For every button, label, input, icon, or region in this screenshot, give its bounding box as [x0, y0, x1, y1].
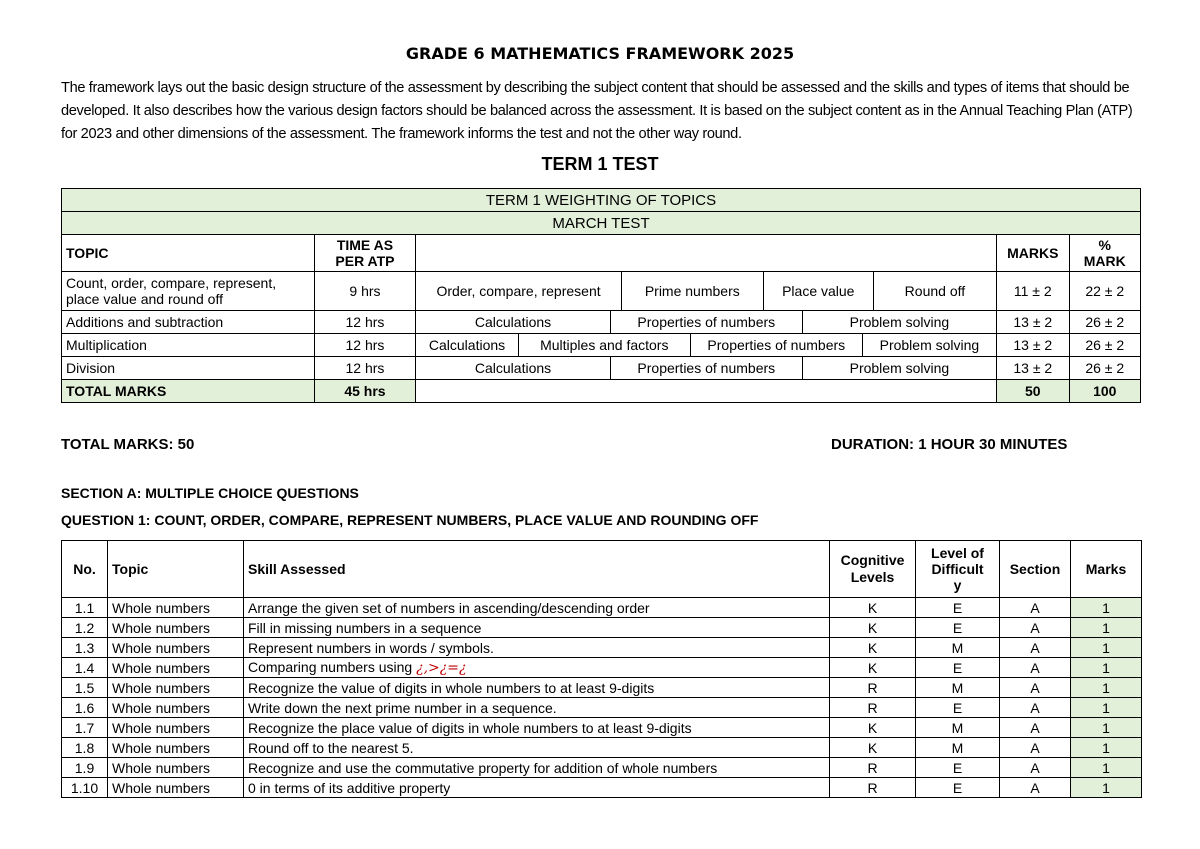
total-marks-label: TOTAL MARKS: 50: [61, 436, 195, 453]
subtopic-cell: Calculations: [416, 311, 610, 333]
q-cognitive: R: [830, 758, 916, 778]
row-marks: 11 ± 2: [997, 272, 1069, 311]
q-topic: Whole numbers: [108, 638, 244, 658]
q-no: 1.2: [62, 618, 108, 638]
q-marks: 1: [1071, 618, 1142, 638]
row-time: 12 hrs: [314, 311, 416, 334]
header-difficulty: [916, 541, 1000, 598]
q-section: A: [1000, 738, 1071, 758]
header-topic: TOPIC: [62, 235, 315, 272]
q-topic: Whole numbers: [108, 718, 244, 738]
q-difficulty: M: [916, 638, 1000, 658]
header-cognitive-line2: Levels: [850, 569, 895, 585]
header-topic: Topic: [108, 541, 244, 598]
q-difficulty: E: [916, 698, 1000, 718]
header-cognitive: [830, 541, 916, 598]
q-section: A: [1000, 598, 1071, 618]
q-skill-compare: [244, 658, 830, 678]
row-topic: Count, order, compare, represent, place value and round off: [62, 272, 315, 311]
weighting-row: [62, 357, 1141, 380]
subtopic-cell: Round off: [904, 283, 966, 299]
q-section: A: [1000, 658, 1071, 678]
q-difficulty: M: [916, 718, 1000, 738]
header-pct-line2: MARK: [1083, 253, 1126, 269]
section-a-heading: SECTION A: MULTIPLE CHOICE QUESTIONS: [61, 485, 359, 501]
weighting-title-row: [62, 189, 1141, 212]
q-no: 1.4: [62, 658, 108, 678]
subtopic-cell: Calculations: [416, 357, 610, 379]
weighting-table: [61, 188, 1141, 403]
question-row: [62, 678, 1142, 698]
q-section: A: [1000, 718, 1071, 738]
subtopic-cell: Problem solving: [849, 360, 950, 376]
q-skill: Write down the next prime number in a sequence.: [244, 698, 830, 718]
q-difficulty: M: [916, 678, 1000, 698]
q-no: 1.8: [62, 738, 108, 758]
q-marks: 1: [1071, 718, 1142, 738]
q-cognitive: R: [830, 778, 916, 798]
document-title: GRADE 6 MATHEMATICS FRAMEWORK 2025: [405, 44, 795, 63]
subtopic-cell: Properties of numbers: [690, 334, 862, 356]
q-cognitive: R: [830, 678, 916, 698]
total-blank: [416, 380, 997, 403]
q-section: A: [1000, 618, 1071, 638]
q-difficulty: E: [916, 618, 1000, 638]
q-topic: Whole numbers: [108, 658, 244, 678]
q-topic: Whole numbers: [108, 778, 244, 798]
q-section: A: [1000, 778, 1071, 798]
row-marks: 13 ± 2: [997, 357, 1069, 380]
intro-paragraph: The framework lays out the basic design structure of the assessment by describing the subject content that should be assessed and the skills and types of items that should be developed. It also describes how the various design factors should be balanced across the assessment. It is based on the subject content as in the Annual Teaching Plan (ATP) for 2023 and other dimensions of the assessment. The framework informs the test and not the other way round.: [61, 80, 1133, 142]
q-difficulty: E: [916, 658, 1000, 678]
q-skill: Arrange the given set of numbers in ascending/descending order: [244, 598, 830, 618]
row-topic: Additions and subtraction: [62, 311, 315, 334]
comparison-symbols: ¿,>¿=¿: [416, 660, 467, 676]
q-skill: Comparing numbers using: [248, 659, 417, 675]
q-no: 1.5: [62, 678, 108, 698]
total-label: TOTAL MARKS: [62, 380, 315, 403]
question-row: [62, 618, 1142, 638]
q-section: A: [1000, 698, 1071, 718]
header-time-line1: TIME AS: [336, 237, 394, 253]
q-difficulty: M: [916, 738, 1000, 758]
header-time: [314, 235, 416, 272]
q-skill: Recognize the value of digits in whole numbers to at least 9-digits: [244, 678, 830, 698]
question-row: [62, 658, 1142, 678]
row-time: 9 hrs: [314, 272, 416, 311]
weighting-row: [62, 334, 1141, 357]
row-topic: Division: [62, 357, 315, 380]
q-cognitive: K: [830, 638, 916, 658]
row-time: 12 hrs: [314, 334, 416, 357]
question-row: [62, 598, 1142, 618]
subtopic-cell: Properties of numbers: [610, 311, 802, 333]
total-time: 45 hrs: [314, 380, 416, 403]
header-pct: [1069, 235, 1140, 272]
q-skill: Fill in missing numbers in a sequence: [244, 618, 830, 638]
q-skill: Recognize and use the commutative property for addition of whole numbers: [244, 758, 830, 778]
question-row: [62, 718, 1142, 738]
question-row: [62, 758, 1142, 778]
row-pct: 22 ± 2: [1069, 272, 1140, 311]
row-pct: 26 ± 2: [1069, 311, 1140, 334]
subtopic-cell: Order, compare, represent: [416, 272, 621, 310]
subtopic-cell: Problem solving: [849, 314, 950, 330]
q-marks: 1: [1071, 738, 1142, 758]
q-topic: Whole numbers: [108, 618, 244, 638]
question-1-heading: QUESTION 1: COUNT, ORDER, COMPARE, REPRESENT NUMBERS, PLACE VALUE AND ROUNDING OFF: [61, 512, 759, 528]
row-time: 12 hrs: [314, 357, 416, 380]
q-cognitive: R: [830, 698, 916, 718]
q-cognitive: K: [830, 658, 916, 678]
weighting-row: [62, 311, 1141, 334]
header-difficulty-line3: y: [953, 577, 962, 593]
row-pct: 26 ± 2: [1069, 334, 1140, 357]
total-pct: 100: [1069, 380, 1140, 403]
q-section: A: [1000, 678, 1071, 698]
row-marks: 13 ± 2: [997, 311, 1069, 334]
q-no: 1.3: [62, 638, 108, 658]
subtopic-cell: Calculations: [416, 334, 518, 356]
weighting-row: [62, 272, 1141, 311]
question-row: [62, 638, 1142, 658]
q-section: A: [1000, 638, 1071, 658]
q-difficulty: E: [916, 598, 1000, 618]
header-time-line2: PER ATP: [335, 253, 395, 269]
row-subtopics: [416, 334, 997, 357]
q-marks: 1: [1071, 758, 1142, 778]
weighting-subtitle-row: [62, 212, 1141, 235]
weighting-total-row: [62, 380, 1141, 403]
q-skill: Round off to the nearest 5.: [244, 738, 830, 758]
duration-label: DURATION: 1 HOUR 30 MINUTES: [831, 436, 1068, 453]
header-marks: Marks: [1071, 541, 1142, 598]
header-difficulty-line1: Level of: [931, 545, 984, 561]
q-no: 1.10: [62, 778, 108, 798]
header-no: No.: [62, 541, 108, 598]
q-cognitive: K: [830, 718, 916, 738]
q-marks: 1: [1071, 638, 1142, 658]
row-pct: 26 ± 2: [1069, 357, 1140, 380]
q-topic: Whole numbers: [108, 678, 244, 698]
q-no: 1.7: [62, 718, 108, 738]
header-blank: [416, 235, 997, 272]
row-topic: Multiplication: [62, 334, 315, 357]
q-cognitive: K: [830, 598, 916, 618]
q-marks: 1: [1071, 658, 1142, 678]
header-difficulty-line2: Difficult: [931, 561, 984, 577]
q-skill: Recognize the place value of digits in whole numbers to at least 9-digits: [244, 718, 830, 738]
weighting-header-row: [62, 235, 1141, 272]
q-no: 1.6: [62, 698, 108, 718]
term-heading: TERM 1 TEST: [541, 154, 659, 174]
q-marks: 1: [1071, 698, 1142, 718]
q-cognitive: K: [830, 738, 916, 758]
q-topic: Whole numbers: [108, 698, 244, 718]
subtopic-cell: Prime numbers: [621, 272, 763, 310]
q-no: 1.9: [62, 758, 108, 778]
row-subtopics: [416, 311, 997, 334]
q-skill: 0 in terms of its additive property: [244, 778, 830, 798]
row-marks: 13 ± 2: [997, 334, 1069, 357]
question-header-row: [62, 541, 1142, 598]
q-marks: 1: [1071, 778, 1142, 798]
q-topic: Whole numbers: [108, 738, 244, 758]
row-subtopics: [416, 357, 997, 380]
header-section: Section: [1000, 541, 1071, 598]
question-table: [61, 540, 1142, 798]
question-row: [62, 778, 1142, 798]
total-marks: 50: [997, 380, 1069, 403]
q-difficulty: E: [916, 758, 1000, 778]
row-subtopics: [416, 272, 997, 311]
question-row: [62, 738, 1142, 758]
q-no: 1.1: [62, 598, 108, 618]
weighting-subtitle: MARCH TEST: [62, 212, 1141, 235]
q-section: A: [1000, 758, 1071, 778]
header-marks: MARKS: [997, 235, 1069, 272]
q-marks: 1: [1071, 678, 1142, 698]
header-pct-line1: %: [1098, 237, 1111, 253]
subtopic-cell: Problem solving: [879, 337, 980, 353]
subtopic-cell: Multiples and factors: [518, 334, 690, 356]
q-difficulty: E: [916, 778, 1000, 798]
weighting-title: TERM 1 WEIGHTING OF TOPICS: [62, 189, 1141, 212]
q-topic: Whole numbers: [108, 758, 244, 778]
q-skill: Represent numbers in words / symbols.: [244, 638, 830, 658]
q-topic: Whole numbers: [108, 598, 244, 618]
question-row: [62, 698, 1142, 718]
q-marks: 1: [1071, 598, 1142, 618]
subtopic-cell: Properties of numbers: [610, 357, 802, 379]
header-cognitive-line1: Cognitive: [840, 552, 905, 568]
q-cognitive: K: [830, 618, 916, 638]
subtopic-cell: Place value: [763, 272, 873, 310]
header-skill: Skill Assessed: [244, 541, 830, 598]
